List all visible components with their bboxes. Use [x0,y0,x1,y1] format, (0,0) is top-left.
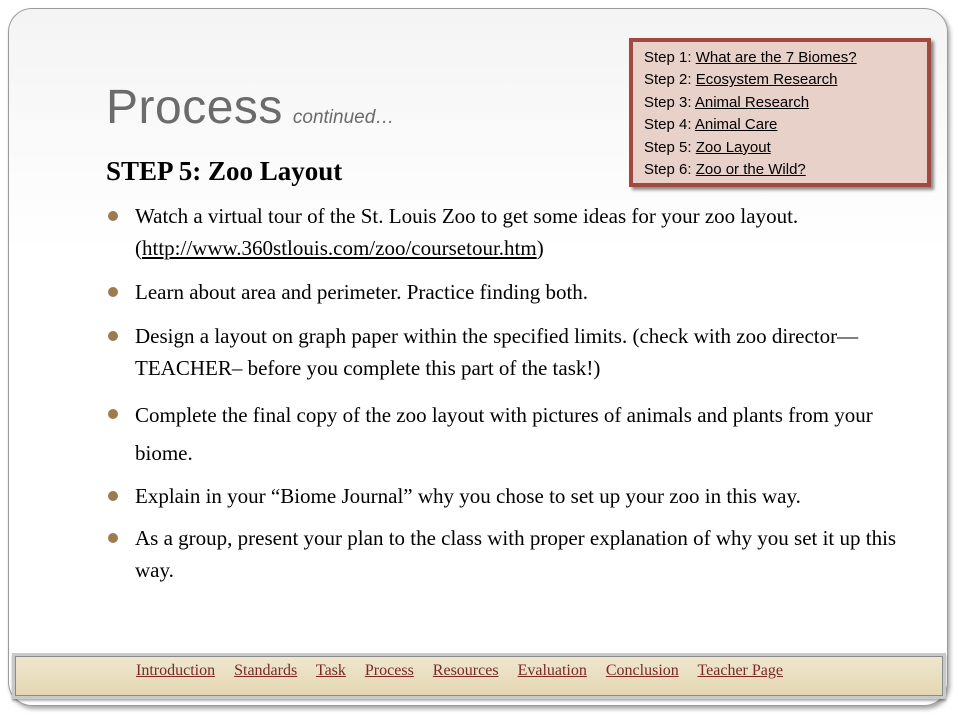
title-subtitle: continued… [292,107,395,128]
nav-link-task[interactable]: Task [315,662,346,679]
step-prefix: Step 3: [644,93,695,111]
steps-box [629,38,931,187]
bullet-dot [108,409,118,419]
step-row-6 [644,159,927,181]
step-link-zoo-layout[interactable]: Zoo Layout [695,138,771,156]
nav-link-conclusion[interactable]: Conclusion [605,662,679,679]
step-link-animal-research[interactable]: Animal Research [694,93,810,111]
bullet-text: Explain in your “Biome Journal” why you chose to set up your zoo in this way. [135,484,801,508]
step-link-biomes[interactable]: What are the 7 Biomes? [695,49,857,66]
step-row-2 [644,69,927,91]
bullet-list [106,200,906,598]
bullet-dot [108,533,118,543]
nav-link-teacher-page[interactable]: Teacher Page [697,662,783,679]
bullet-text: Complete the final copy of the zoo layout with pictures of animals and plants from your biome. [135,403,873,465]
slide-title [106,80,394,135]
step-prefix: Step 2: [644,71,696,89]
nav-links [136,661,798,681]
step-row-1 [644,47,927,69]
step-row-5 [644,137,927,159]
nav-link-resources[interactable]: Resources [432,662,499,679]
bullet-dot [108,331,118,341]
nav-link-standards[interactable]: Standards [234,662,298,679]
step-prefix: Step 6: [644,160,696,178]
bullet-dot [108,491,118,501]
bullet-item [106,396,906,472]
bullet-item [106,480,906,512]
step-prefix: Step 1: [644,49,696,66]
step-heading: STEP 5: Zoo Layout [106,156,343,186]
bullet-item [106,200,906,264]
nav-bar [12,653,946,699]
step-prefix: Step 5: [644,138,696,156]
nav-link-evaluation[interactable]: Evaluation [517,662,587,679]
bullet-text: Watch a virtual tour of the St. Louis Zoo to get some ideas for your zoo layout. ( [135,204,799,260]
step-link-zoo-or-wild[interactable]: Zoo or the Wild? [695,160,806,178]
bullet-item [106,522,906,586]
step-link-ecosystem[interactable]: Ecosystem Research [695,71,838,89]
step-row-4 [644,114,927,136]
bullet-item [106,320,906,384]
bullet-text: Design a layout on graph paper within the specified limits. (check with zoo director—TEACHER– before you complete this part of the task!) [135,324,859,380]
bullet-item [106,276,906,308]
step-link-animal-care[interactable]: Animal Care [694,116,778,134]
bullet-text: Learn about area and perimeter. Practice finding both. [135,280,589,304]
title-main: Process [106,81,283,134]
bullet-text: As a group, present your plan to the class with proper explanation of why you set it up this way. [135,526,897,582]
bullet-text-close: ) [536,236,544,260]
nav-link-process[interactable]: Process [364,662,414,679]
step-row-3 [644,92,927,114]
nav-link-introduction[interactable]: Introduction [136,662,216,679]
step-prefix: Step 4: [644,116,695,134]
zoo-tour-link[interactable]: http://www.360stlouis.com/zoo/coursetour.htm [142,236,537,260]
bullet-dot [108,287,118,297]
bullet-dot [108,211,118,221]
